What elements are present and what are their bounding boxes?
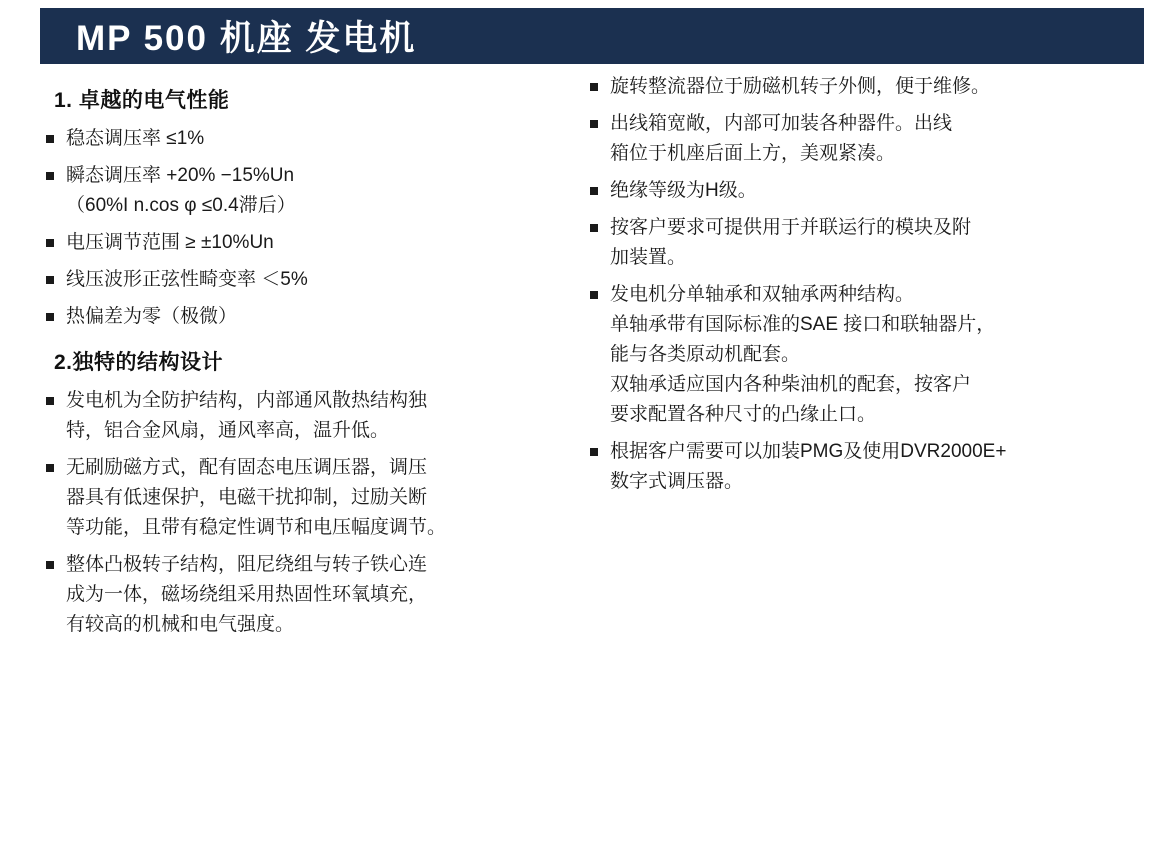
page-title: MP 500 机座 发电机 [76,19,417,58]
list-item: 绝缘等级为H级。 [588,176,1120,206]
list-item: 旋转整流器位于励磁机转子外侧，便于维修。 [588,72,1120,102]
list-item: 热偏差为零（极微） [44,302,560,332]
section-title-electrical: 1. 卓越的电气性能 [54,89,230,112]
right-column [560,72,1120,504]
bullet-square-icon [590,224,598,232]
list-item: 按客户要求可提供用于并联运行的模块及附 加装置。 [588,213,1120,273]
list-item: 电压调节范围 ≥ ±10%Un [44,228,560,258]
bullet-square-icon [46,397,54,405]
bullet-list-electrical [44,124,560,332]
bullet-square-icon [46,239,54,247]
list-item: 发电机为全防护结构，内部通风散热结构独 特，铝合金风扇，通风率高，温升低。 [44,386,560,446]
bullet-square-icon [590,291,598,299]
section-title-structure: 2.独特的结构设计 [54,351,224,374]
list-item: 发电机分单轴承和双轴承两种结构。 单轴承带有国际标准的SAE 接口和联轴器片， 能与各类原动机配套。 双轴承适应国内各种柴油机的配套，按客户 要求配置各种尺寸的凸缘止口。 [588,280,1120,430]
left-column [0,72,560,647]
list-item: 出线箱宽敞，内部可加装各种器件。出线 箱位于机座后面上方，美观紧凑。 [588,109,1120,169]
bullet-square-icon [46,172,54,180]
bullet-square-icon [590,83,598,91]
list-item: 整体凸极转子结构，阻尼绕组与转子铁心连 成为一体，磁场绕组采用热固性环氧填充， 有较高的机械和电气强度。 [44,550,560,640]
bullet-square-icon [46,464,54,472]
header-banner [40,8,1144,64]
list-item: 无刷励磁方式，配有固态电压调压器，调压 器具有低速保护，电磁干扰抑制，过励关断 等功能，且带有稳定性调节和电压幅度调节。 [44,453,560,543]
bullet-square-icon [46,135,54,143]
list-item: 线压波形正弦性畸变率 ＜5% [44,265,560,295]
content-columns [0,72,1168,647]
bullet-square-icon [590,120,598,128]
bullet-list-features [588,72,1120,497]
bullet-square-icon [590,448,598,456]
bullet-square-icon [590,187,598,195]
list-item: 瞬态调压率 +20% −15%Un （60%I n.cos φ ≤0.4滞后） [44,161,560,221]
list-item: 稳态调压率 ≤1% [44,124,560,154]
bullet-list-structure [44,386,560,640]
bullet-square-icon [46,561,54,569]
list-item: 根据客户需要可以加装PMG及使用DVR2000E+ 数字式调压器。 [588,437,1120,497]
bullet-square-icon [46,313,54,321]
bullet-square-icon [46,276,54,284]
